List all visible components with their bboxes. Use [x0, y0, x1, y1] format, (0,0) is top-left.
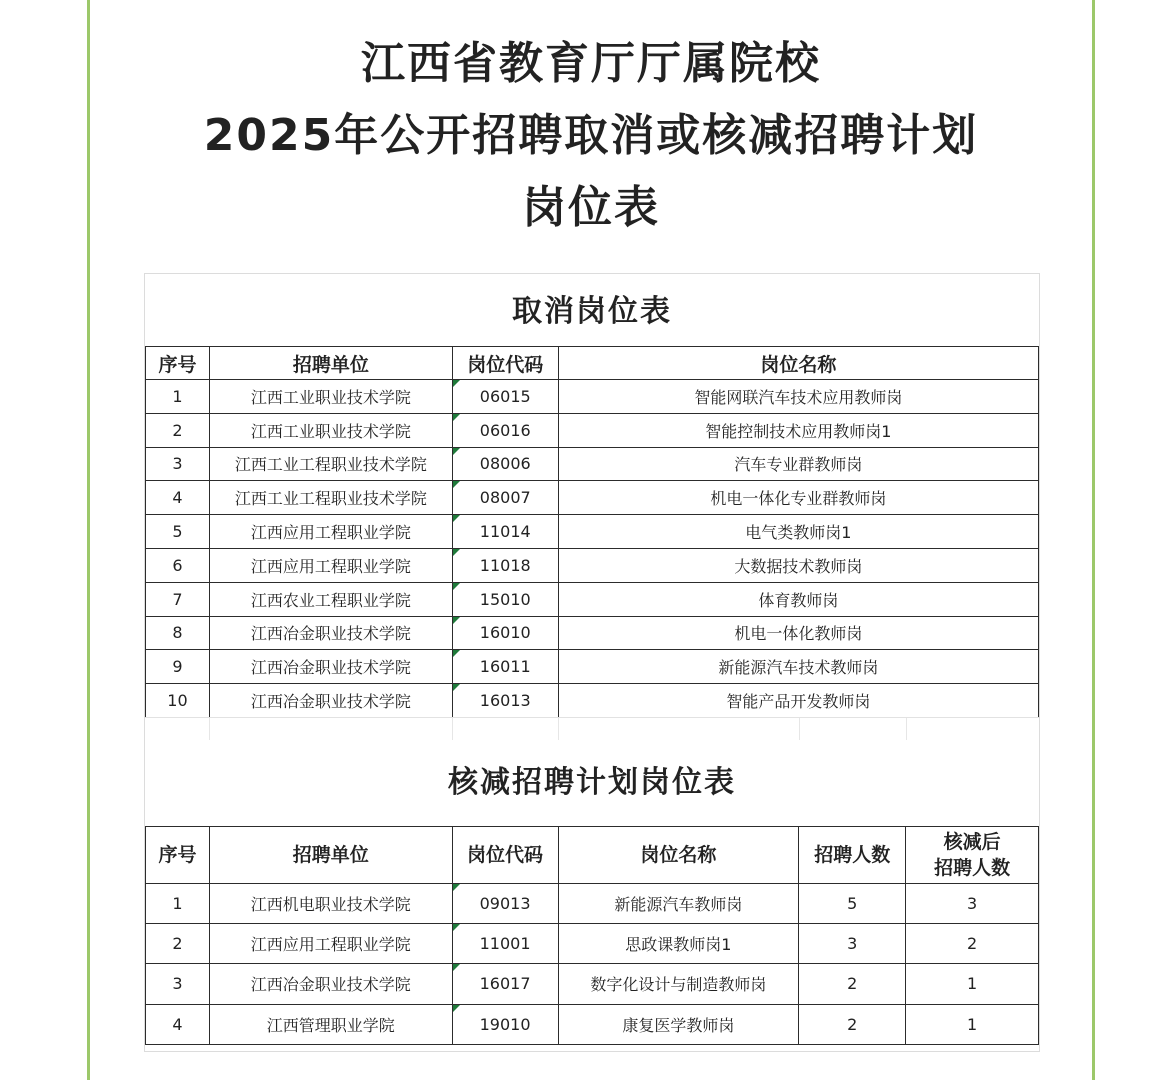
title-line-2: 2025年公开招聘取消或核减招聘计划	[203, 110, 979, 161]
cell-code: 16013	[452, 684, 558, 718]
cell-unit: 江西冶金职业技术学院	[209, 650, 452, 684]
table-row	[146, 924, 1039, 964]
cell-code: 16017	[452, 964, 558, 1004]
header-reduced-line-1: 核减后	[943, 831, 1001, 853]
cell-unit: 江西应用工程职业学院	[209, 548, 452, 582]
cell-code: 11001	[452, 924, 558, 964]
header-reduced-count	[906, 827, 1039, 884]
title-line-1: 江西省教育厅厅属院校	[361, 38, 821, 89]
table-row	[146, 582, 1039, 616]
cell-index: 9	[146, 650, 210, 684]
cell-code: 09013	[452, 884, 558, 924]
cell-code: 16010	[452, 616, 558, 650]
cell-unit: 江西冶金职业技术学院	[209, 964, 452, 1004]
cell-code: 06015	[452, 380, 558, 414]
cell-index: 8	[146, 616, 210, 650]
table-row	[146, 447, 1039, 481]
cell-unit: 江西工业职业技术学院	[209, 380, 452, 414]
cell-code: 16011	[452, 650, 558, 684]
cell-code: 19010	[452, 1004, 558, 1044]
table-row	[146, 413, 1039, 447]
table-row	[146, 1004, 1039, 1044]
cell-position: 思政课教师岗1	[558, 924, 799, 964]
cell-code: 11014	[452, 515, 558, 549]
cell-reduced-count: 3	[906, 884, 1039, 924]
cell-index: 4	[146, 1004, 210, 1044]
spreadsheet	[144, 273, 1040, 1052]
header-code: 岗位代码	[452, 347, 558, 380]
table-row	[146, 684, 1039, 718]
table-row	[146, 380, 1039, 414]
cell-position: 智能控制技术应用教师岗1	[558, 413, 1038, 447]
cell-unit: 江西工业工程职业技术学院	[209, 447, 452, 481]
cell-index: 3	[146, 447, 210, 481]
cell-position: 电气类教师岗1	[558, 515, 1038, 549]
header-position: 岗位名称	[558, 827, 799, 884]
cell-code: 08007	[452, 481, 558, 515]
cell-planned-count: 2	[799, 964, 906, 1004]
table-row	[146, 616, 1039, 650]
header-planned-count: 招聘人数	[799, 827, 906, 884]
cell-position: 智能产品开发教师岗	[558, 684, 1038, 718]
table-row	[146, 481, 1039, 515]
cell-position: 机电一体化专业群教师岗	[558, 481, 1038, 515]
cell-index: 5	[146, 515, 210, 549]
cell-unit: 江西应用工程职业学院	[209, 515, 452, 549]
cell-code: 08006	[452, 447, 558, 481]
table-row	[146, 650, 1039, 684]
cell-code: 11018	[452, 548, 558, 582]
cell-position: 机电一体化教师岗	[558, 616, 1038, 650]
cell-reduced-count: 1	[906, 1004, 1039, 1044]
cell-unit: 江西冶金职业技术学院	[209, 684, 452, 718]
title-line-3: 岗位表	[522, 182, 660, 233]
cell-position: 体育教师岗	[558, 582, 1038, 616]
cell-index: 2	[146, 924, 210, 964]
reduce-table-title: 核减招聘计划岗位表	[448, 765, 736, 800]
cell-unit: 江西农业工程职业学院	[209, 582, 452, 616]
cell-position: 汽车专业群教师岗	[558, 447, 1038, 481]
cell-index: 10	[146, 684, 210, 718]
cell-unit: 江西应用工程职业学院	[209, 924, 452, 964]
header-code: 岗位代码	[452, 827, 558, 884]
cell-unit: 江西工业职业技术学院	[209, 413, 452, 447]
cell-index: 3	[146, 964, 210, 1004]
cell-reduced-count: 1	[906, 964, 1039, 1004]
cell-planned-count: 2	[799, 1004, 906, 1044]
reduce-table	[145, 826, 1039, 1045]
cell-unit: 江西机电职业技术学院	[209, 884, 452, 924]
cancel-table-header-row	[146, 347, 1039, 380]
cell-position: 大数据技术教师岗	[558, 548, 1038, 582]
cell-code: 06016	[452, 413, 558, 447]
cell-index: 6	[146, 548, 210, 582]
cell-planned-count: 3	[799, 924, 906, 964]
cell-index: 2	[146, 413, 210, 447]
cell-unit: 江西冶金职业技术学院	[209, 616, 452, 650]
cell-index: 1	[146, 380, 210, 414]
cancel-table-title: 取消岗位表	[512, 294, 672, 329]
cell-position: 新能源汽车教师岗	[558, 884, 799, 924]
table-row	[146, 964, 1039, 1004]
cell-position: 新能源汽车技术教师岗	[558, 650, 1038, 684]
cell-planned-count: 5	[799, 884, 906, 924]
cell-reduced-count: 2	[906, 924, 1039, 964]
cancel-table	[145, 346, 1039, 718]
cell-position: 康复医学教师岗	[558, 1004, 799, 1044]
cell-position: 智能网联汽车技术应用教师岗	[558, 380, 1038, 414]
header-unit: 招聘单位	[209, 827, 452, 884]
header-index: 序号	[146, 827, 210, 884]
header-index: 序号	[146, 347, 210, 380]
cell-code: 15010	[452, 582, 558, 616]
cell-index: 7	[146, 582, 210, 616]
page-border-right	[1092, 0, 1095, 1080]
cell-index: 1	[146, 884, 210, 924]
reduce-table-header-row	[146, 827, 1039, 884]
table-row	[146, 884, 1039, 924]
cell-unit: 江西管理职业学院	[209, 1004, 452, 1044]
header-reduced-line-2: 招聘人数	[934, 857, 1011, 879]
cell-position: 数字化设计与制造教师岗	[558, 964, 799, 1004]
cell-unit: 江西工业工程职业技术学院	[209, 481, 452, 515]
blank-row	[145, 717, 1039, 740]
table-row	[146, 548, 1039, 582]
header-position: 岗位名称	[558, 347, 1038, 380]
header-unit: 招聘单位	[209, 347, 452, 380]
page-title	[90, 28, 1092, 244]
table-row	[146, 515, 1039, 549]
cell-index: 4	[146, 481, 210, 515]
